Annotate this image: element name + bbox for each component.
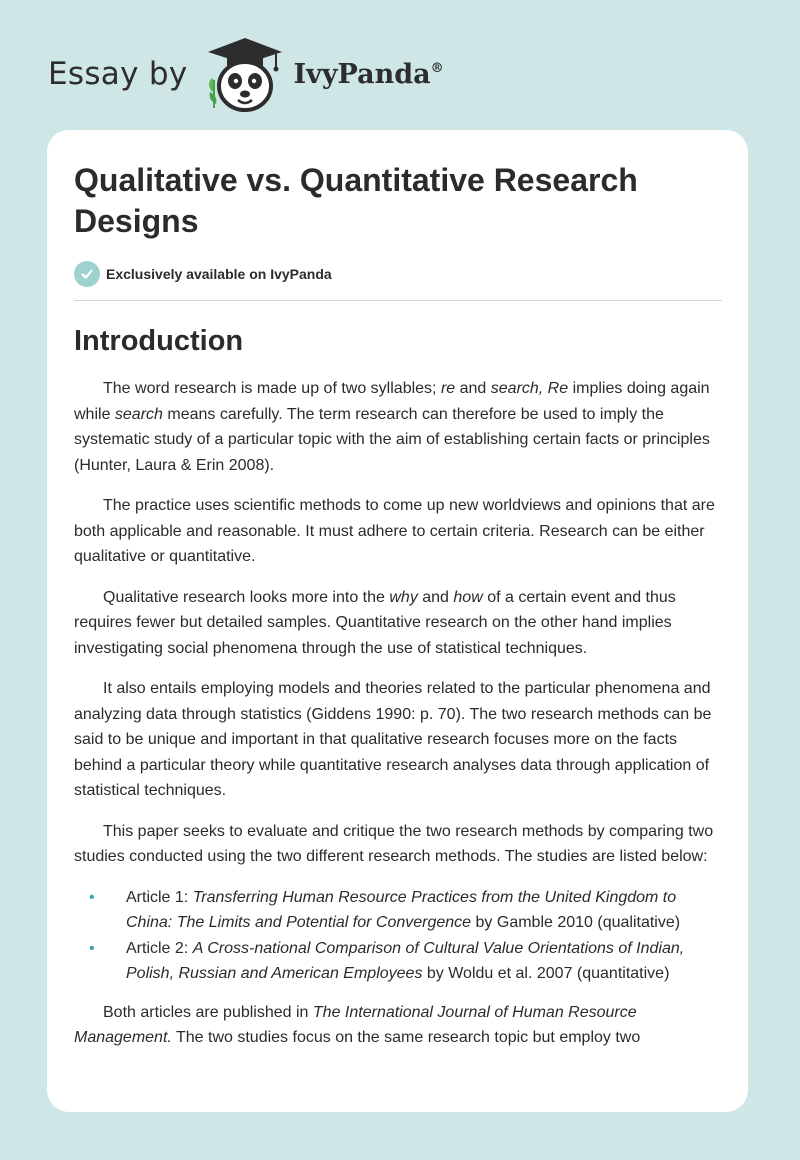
paragraph-6: Both articles are published in The International Journal of Human Resource Management. The two studies focus on the same research topic but employ two [74, 1003, 641, 1046]
ivypanda-logo-icon[interactable] [202, 34, 288, 114]
bullet-icon: • [89, 939, 95, 957]
paragraph-2: The practice uses scientific methods to come up new worldviews and opinions that are both applicable and reasonable. It must adhere to certain criteria. Research can be either qualitative or quantitative. [74, 497, 715, 565]
paragraph-1: The word research is made up of two syllables; re and search, Re implies doing again while search means carefully. The term research can therefore be used to imply the systematic study of a particular topic with the aim of establishing certain facts or principles (Hunter, Laura & Erin 2008). [74, 380, 710, 474]
exclusive-text: Exclusively available on IvyPanda [106, 266, 332, 282]
article-list [74, 885, 722, 987]
check-icon [74, 261, 100, 287]
essay-by-label: Essay by [48, 56, 188, 92]
list-item: • Article 2: A Cross-national Comparison of Cultural Value Orientations of Indian, Polish, Russian and American Employees by Woldu et al. 2007 (quantitative) [126, 936, 722, 987]
list-item: • Article 1: Transferring Human Resource Practices from the United Kingdom to China: The Limits and Potential for Convergence by Gamble 2010 (qualitative) [126, 885, 722, 936]
paragraph-5: This paper seeks to evaluate and critique the two research methods by comparing two studies conducted using the two different research methods. The studies are listed below: [74, 822, 714, 865]
essay-body [74, 376, 722, 1051]
bullet-icon: • [89, 888, 95, 906]
section-heading: Introduction [74, 325, 244, 357]
site-header [48, 34, 444, 114]
divider [74, 300, 722, 301]
paragraph-4: It also entails employing models and theories related to the particular phenomena and analyzing data through statistics (Giddens 1990: p. 70). The two research methods can be said to be unique and important in that qualitative research focuses more on the facts behind a particular theory while quantitative research analyses data through application of statistical techniques. [74, 680, 712, 799]
essay-card [47, 130, 748, 1112]
exclusive-badge [74, 261, 722, 287]
paragraph-3: Qualitative research looks more into the why and how of a certain event and thus requires fewer but detailed samples. Quantitative research on the other hand implies investigating social phenomena through the use of statistical techniques. [74, 588, 676, 657]
brand-name[interactable]: IvyPanda® [293, 58, 444, 90]
essay-title: Qualitative vs. Quantitative Research Designs [74, 162, 638, 239]
